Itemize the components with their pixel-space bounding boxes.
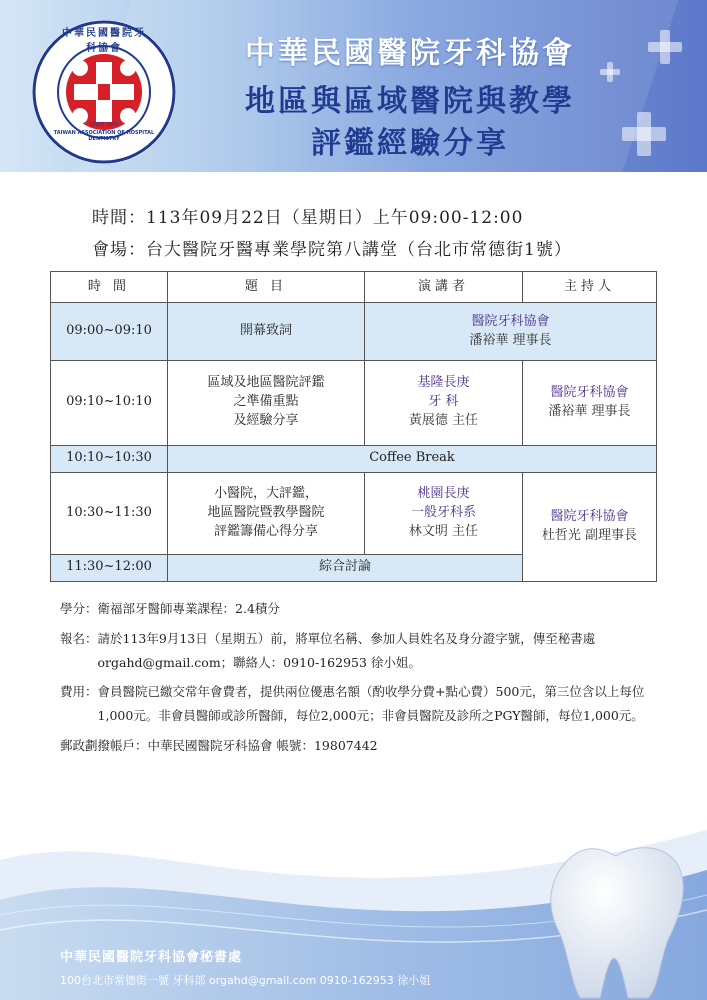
event-title-line1: 地區與區域醫院與教學 xyxy=(245,84,575,119)
table-row xyxy=(51,303,657,361)
logo-since: SINCE 2000 xyxy=(89,122,119,128)
schedule-table xyxy=(50,271,657,582)
footer-address: 100台北市常德街一號 牙科部 orgahd@gmail.com 0910-162953 徐小姐 xyxy=(60,974,431,987)
row-topic: 綜合討論 xyxy=(168,554,523,581)
header-host: 主持人 xyxy=(523,272,657,303)
row-time: 09:00~09:10 xyxy=(51,303,168,361)
header-speaker: 演講者 xyxy=(365,272,523,303)
row-time: 11:30~12:00 xyxy=(51,554,168,581)
note-text: 郵政劃撥帳戶：中華民國醫院牙科協會 帳號：19807442 xyxy=(60,737,378,753)
row-topic xyxy=(168,360,365,445)
row-host xyxy=(523,472,657,581)
speaker-line: 一般牙科系 xyxy=(410,504,476,520)
event-title-line2: 評鑑經驗分享 xyxy=(311,126,509,161)
table-row xyxy=(51,472,657,554)
topic-line: 區域及地區醫院評鑑 xyxy=(207,375,325,391)
note-text: 會員醫院已繳交常年會費者，提供兩位優惠名額（酌收學分費+點心費）500元，第三位含以上每位1,000元。非會員醫師或診所醫師，每位2,000元；非會員醫院及診所之PGY醫師，每位1,000元。 xyxy=(97,684,645,723)
row-topic: 開幕致詞 xyxy=(168,303,365,361)
note-label: 報名： xyxy=(60,630,98,646)
note-label: 學分： xyxy=(60,601,98,616)
topic-line: 地區醫院暨教學醫院 xyxy=(207,504,325,520)
note-credit xyxy=(60,597,660,621)
row-time: 10:10~10:30 xyxy=(51,445,168,472)
event-time: 時間：113年09月22日（星期日）上午09:00-12:00 xyxy=(92,208,524,228)
header-topic: 題 目 xyxy=(168,272,365,303)
note-fee xyxy=(60,680,660,728)
host-line: 醫院牙科協會 xyxy=(550,509,629,525)
row-time: 09:10~10:10 xyxy=(51,360,168,445)
speaker-line: 黃展德 主任 xyxy=(408,413,479,429)
row-speaker xyxy=(365,360,523,445)
speaker-line: 桃園長庚 xyxy=(417,486,470,502)
host-line: 醫院牙科協會 xyxy=(550,384,629,400)
topic-line: 及經驗分享 xyxy=(233,413,299,429)
note-signup xyxy=(60,627,660,675)
plus-decoration-icon xyxy=(648,30,682,64)
logo-text: 中華民國醫院牙科協會 xyxy=(62,28,146,54)
row-time: 10:30~11:30 xyxy=(51,472,168,554)
footer-organization: 中華民國醫院牙科協會秘書處 xyxy=(60,950,243,965)
host-line: 潘裕華 理事長 xyxy=(548,403,631,419)
header-time: 時 間 xyxy=(51,272,168,303)
topic-line: 之準備重點 xyxy=(233,394,299,410)
speaker-org: 醫院牙科協會 xyxy=(471,313,550,329)
event-venue: 會場：台大醫院牙醫專業學院第八講堂（台北市常德街1號） xyxy=(92,240,572,260)
topic-line: 小醫院，大評鑑， xyxy=(213,486,318,502)
row-topic: Coffee Break xyxy=(168,445,657,472)
row-host xyxy=(523,360,657,445)
speaker-name: 潘裕華 理事長 xyxy=(469,332,552,348)
note-text: 請於113年9月13日（星期五）前，將單位名稱、參加人員姓名及身分證字號，傳至秘書處orgahd@gmail.com；聯絡人：0910-162953 徐小姐。 xyxy=(97,630,596,670)
notes-section xyxy=(60,597,660,764)
row-topic xyxy=(168,472,365,554)
speaker-line: 基隆長庚 xyxy=(417,375,470,391)
speaker-line: 林文明 主任 xyxy=(408,523,479,539)
logo-subtext: TAIWAN ASSOCIATION OF HOSPITAL DENTISTRY xyxy=(53,130,155,142)
note-text: 衛福部牙醫師專業課程：2.4積分 xyxy=(97,601,280,616)
tooth-icon xyxy=(528,830,698,1000)
row-speaker xyxy=(365,472,523,554)
speaker-line: 牙 科 xyxy=(428,394,459,410)
table-header-row xyxy=(51,272,657,303)
row-speaker xyxy=(365,303,657,361)
note-label: 費用： xyxy=(60,684,98,700)
topic-line: 評鑑籌備心得分享 xyxy=(213,523,318,539)
table-row xyxy=(51,360,657,445)
organization-title: 中華民國醫院牙科協會 xyxy=(245,36,575,71)
note-account xyxy=(60,734,660,758)
header-banner xyxy=(0,0,707,172)
table-row xyxy=(51,445,657,472)
host-line: 杜哲光 副理事長 xyxy=(541,527,638,543)
